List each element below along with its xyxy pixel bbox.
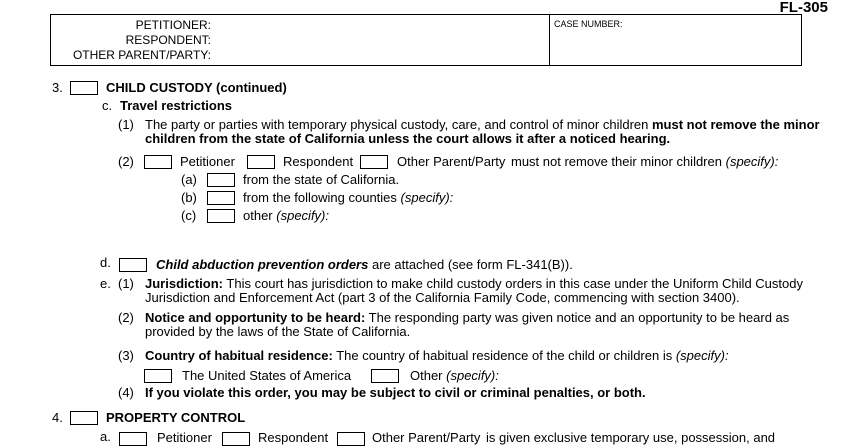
s4-a-other-checkbox[interactable] xyxy=(337,432,365,446)
e1-text-1: This court has jurisdiction to make child custody orders in this case under the Uniform Child Custody xyxy=(223,276,803,291)
c2c-letter: (c) xyxy=(181,208,197,223)
c2-other-label: Other Parent/Party xyxy=(397,154,506,169)
case-number-divider xyxy=(549,15,550,65)
s4-a-text: is given exclusive temporary use, possession, and xyxy=(486,430,776,445)
e2-line-1 xyxy=(145,310,789,325)
e3-other-label: Other xyxy=(410,368,443,383)
e2-text-1: The responding party was given notice and an opportunity to be heard as xyxy=(365,310,790,325)
c2b-specify: (specify): xyxy=(400,190,454,205)
c1-text-bold: must not remove the minor xyxy=(651,117,820,132)
item-e-letter: e. xyxy=(100,276,111,291)
c2-respondent-label: Respondent xyxy=(283,154,354,169)
e2-number: (2) xyxy=(118,310,134,325)
case-number-label: CASE NUMBER: xyxy=(554,19,623,29)
c2-respondent-checkbox[interactable] xyxy=(247,155,275,169)
other-party-label: OTHER PARENT/PARTY: xyxy=(72,48,211,62)
section-4-title: PROPERTY CONTROL xyxy=(106,410,246,425)
section-3-number: 3. xyxy=(52,80,63,95)
e1-bold: Jurisdiction: xyxy=(145,276,224,291)
s4-a-petitioner-checkbox[interactable] xyxy=(119,432,147,446)
e1-line-2: Jurisdiction and Enforcement Act (part 3 of the California Family Code, commencing with section 3400). xyxy=(145,290,740,305)
e2-bold: Notice and opportunity to be heard: xyxy=(145,310,366,325)
s4-a-respondent-label: Respondent xyxy=(258,430,329,445)
c2-mustnot-normal: must not remove their minor children xyxy=(511,154,722,169)
c1-text-normal: The party or parties with temporary physical custody, care, and control of minor children xyxy=(145,117,652,132)
c2b-letter: (b) xyxy=(181,190,197,205)
item-c-letter: c. xyxy=(102,98,113,113)
c2-other-checkbox[interactable] xyxy=(360,155,388,169)
e3-specify: (specify): xyxy=(675,348,729,363)
e3-line xyxy=(145,348,729,363)
travel-restrictions-title: Travel restrictions xyxy=(120,98,232,113)
c2-petitioner-label: Petitioner xyxy=(180,154,235,169)
petitioner-label: PETITIONER: xyxy=(135,18,211,32)
e3-number: (3) xyxy=(118,348,134,363)
c2-mustnot-text xyxy=(511,154,778,169)
s4-a-petitioner-label: Petitioner xyxy=(157,430,212,445)
c2-petitioner-checkbox[interactable] xyxy=(144,155,172,169)
e4-number: (4) xyxy=(118,385,134,400)
s4-a-other-label: Other Parent/Party xyxy=(372,430,481,445)
c2a-letter: (a) xyxy=(181,172,197,187)
e4-text: If you violate this order, you may be subject to civil or criminal penalties, or both. xyxy=(145,385,646,400)
c2b-text: from the following counties xyxy=(243,190,397,205)
item-d-letter: d. xyxy=(100,255,111,270)
caption-box xyxy=(50,14,802,66)
e3-text: The country of habitual residence of the child or children is xyxy=(332,348,676,363)
section-4-checkbox[interactable] xyxy=(70,411,98,425)
s4-a-letter: a. xyxy=(100,429,111,444)
c2a-text: from the state of California. xyxy=(243,172,400,187)
item-d-line xyxy=(156,257,573,272)
respondent-label: RESPONDENT: xyxy=(125,33,211,47)
section-3-title: CHILD CUSTODY (continued) xyxy=(106,80,287,95)
c2b-checkbox[interactable] xyxy=(207,191,235,205)
s4-a-respondent-checkbox[interactable] xyxy=(222,432,250,446)
e3-other-specify: (specify): xyxy=(446,368,499,383)
c2-specify: (specify): xyxy=(725,154,779,169)
item-d-checkbox[interactable] xyxy=(119,258,147,272)
c1-line-2: children from the state of California unless the court allows it after a noticed hearing. xyxy=(145,131,671,146)
c1-number: (1) xyxy=(118,117,134,132)
item-d-bold: Child abduction prevention orders xyxy=(156,257,369,272)
e3-other-line xyxy=(410,368,499,383)
e3-usa-label: The United States of America xyxy=(182,368,352,383)
c2c-specify: (specify): xyxy=(276,208,329,223)
e3-bold: Country of habitual residence: xyxy=(145,348,333,363)
c2a-checkbox[interactable] xyxy=(207,173,235,187)
e3-usa-checkbox[interactable] xyxy=(144,369,172,383)
c2b-line xyxy=(243,190,453,205)
c2c-checkbox[interactable] xyxy=(207,209,235,223)
item-d-text: are attached (see form FL-341(B)). xyxy=(368,257,573,272)
e1-line-1 xyxy=(145,276,803,291)
section-4-number: 4. xyxy=(52,410,63,425)
section-3-checkbox[interactable] xyxy=(70,81,98,95)
form-number: FL-305 xyxy=(779,0,828,16)
c2-number: (2) xyxy=(118,154,134,169)
e2-line-2: provided by the laws of the State of California. xyxy=(145,324,411,339)
c2c-line xyxy=(243,208,329,223)
c1-line-1 xyxy=(145,117,820,132)
e1-number: (1) xyxy=(118,276,134,291)
c2c-text: other xyxy=(243,208,273,223)
e3-other-checkbox[interactable] xyxy=(371,369,399,383)
